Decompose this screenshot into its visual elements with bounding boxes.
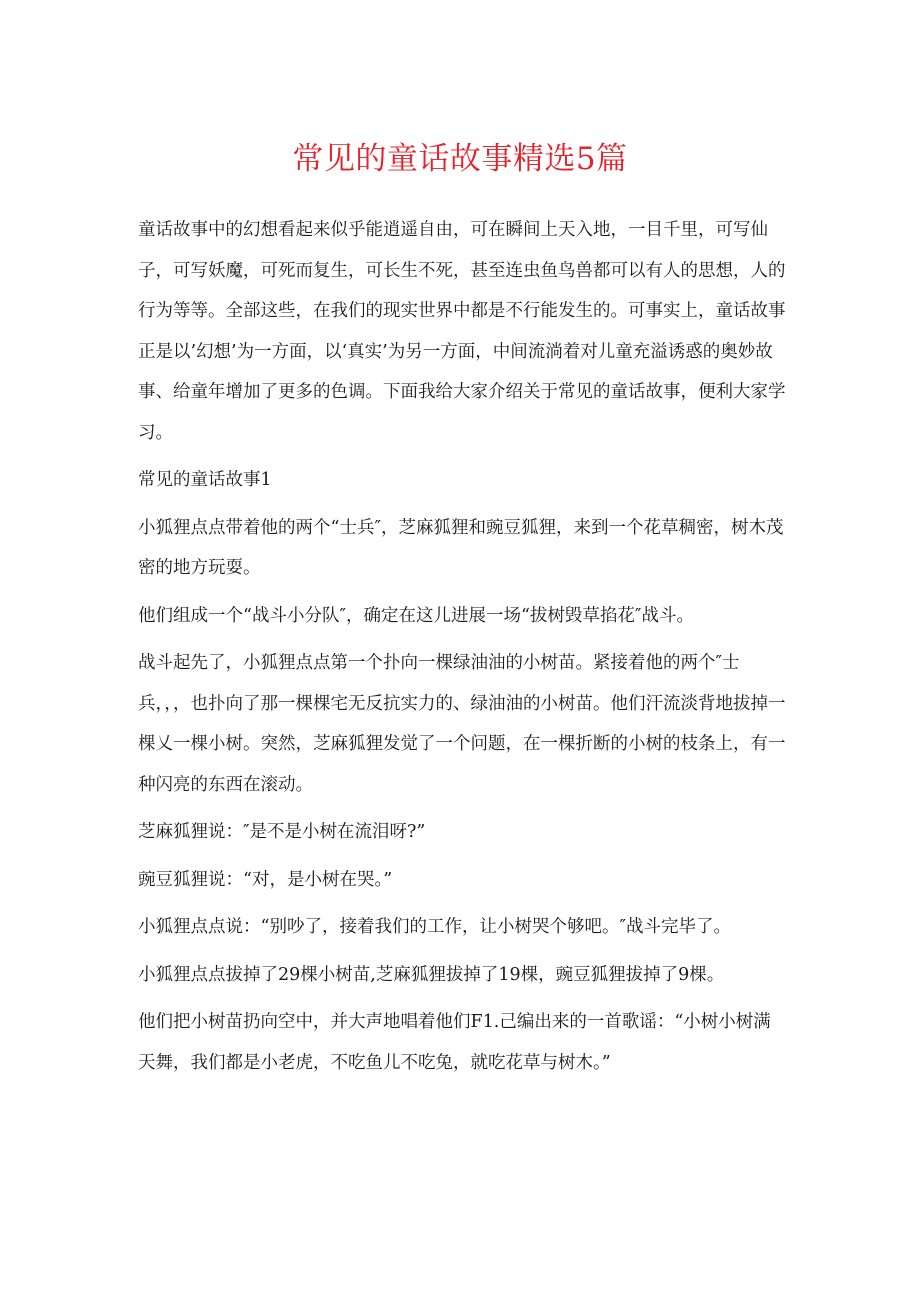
story-paragraph-5: 豌豆狐狸说：“对，是小树在哭。” — [138, 869, 393, 890]
section-heading: 常见的童话故事1 — [138, 470, 272, 490]
story-paragraph-4: 芝麻狐狸说：″是不是小树在流泪呀?” — [138, 822, 426, 842]
story-paragraph-3: 战斗起先了，小狐狸点点第一个扑向一棵绿油油的小树苗。紧接着他的两个″士兵，，，也扑向了那一棵棵宅无反抗实力的、绿油油的小树苗。他们汗流淡背地拔掉一棵乂一棵小树。突然，芝麻狐狸发觉了一个问题，在一棵折断的小树的枝条上，有一种闪亮的东西在滚动。 — [138, 653, 786, 795]
document-body — [138, 210, 788, 1083]
intro-paragraph: 童话故事中的幻想看起来似乎能逍遥自由，可在瞬间上天入地，一目千里，可写仙子，可写妖魔，可死而复生，可长生不死，甚至连虫鱼鸟兽都可以有人的思想，人的行为等等。全部这些，在我们的现实世界中都是不行能发生的。可事实上，童话故事正是以’幻想’为一方面，以‘真实’为另一方面，中间流淌着对儿童充溢诱惑的奥妙故事、给童年增加了更多的色调。下面我给大家介绍关于常见的童话故事，便利大家学习。 — [138, 220, 786, 443]
story-paragraph-6: 小狐狸点点说：“别吵了，接着我们的工作，让小树哭个够吧。″战斗完毕了。 — [138, 917, 731, 937]
story-paragraph-2: 他们组成一个“战斗小分队″，确定在这儿进展一场“拔树毁草掐花″战斗。 — [138, 605, 694, 626]
story-paragraph-7: 小狐狸点点拔掉了29棵小树苗,芝麻狐狸拔掉了19棵，豌豆狐狸拔掉了9棵。 — [138, 964, 725, 985]
story-paragraph-8: 他们把小树苗扔向空中，并大声地唱着他们F1.己编出来的一首歌谣：“小树小树满天舞，我们都是小老虎，不吃鱼儿不吃兔，就吃花草与树木。” — [138, 1012, 771, 1073]
story-paragraph-1: 小狐狸点点带着他的两个“士兵″，芝麻狐狸和豌豆狐狸，来到一个花草稠密，树木茂密的地方玩耍。 — [138, 517, 784, 578]
page-title: 常见的童话故事精选5篇 — [292, 141, 628, 177]
